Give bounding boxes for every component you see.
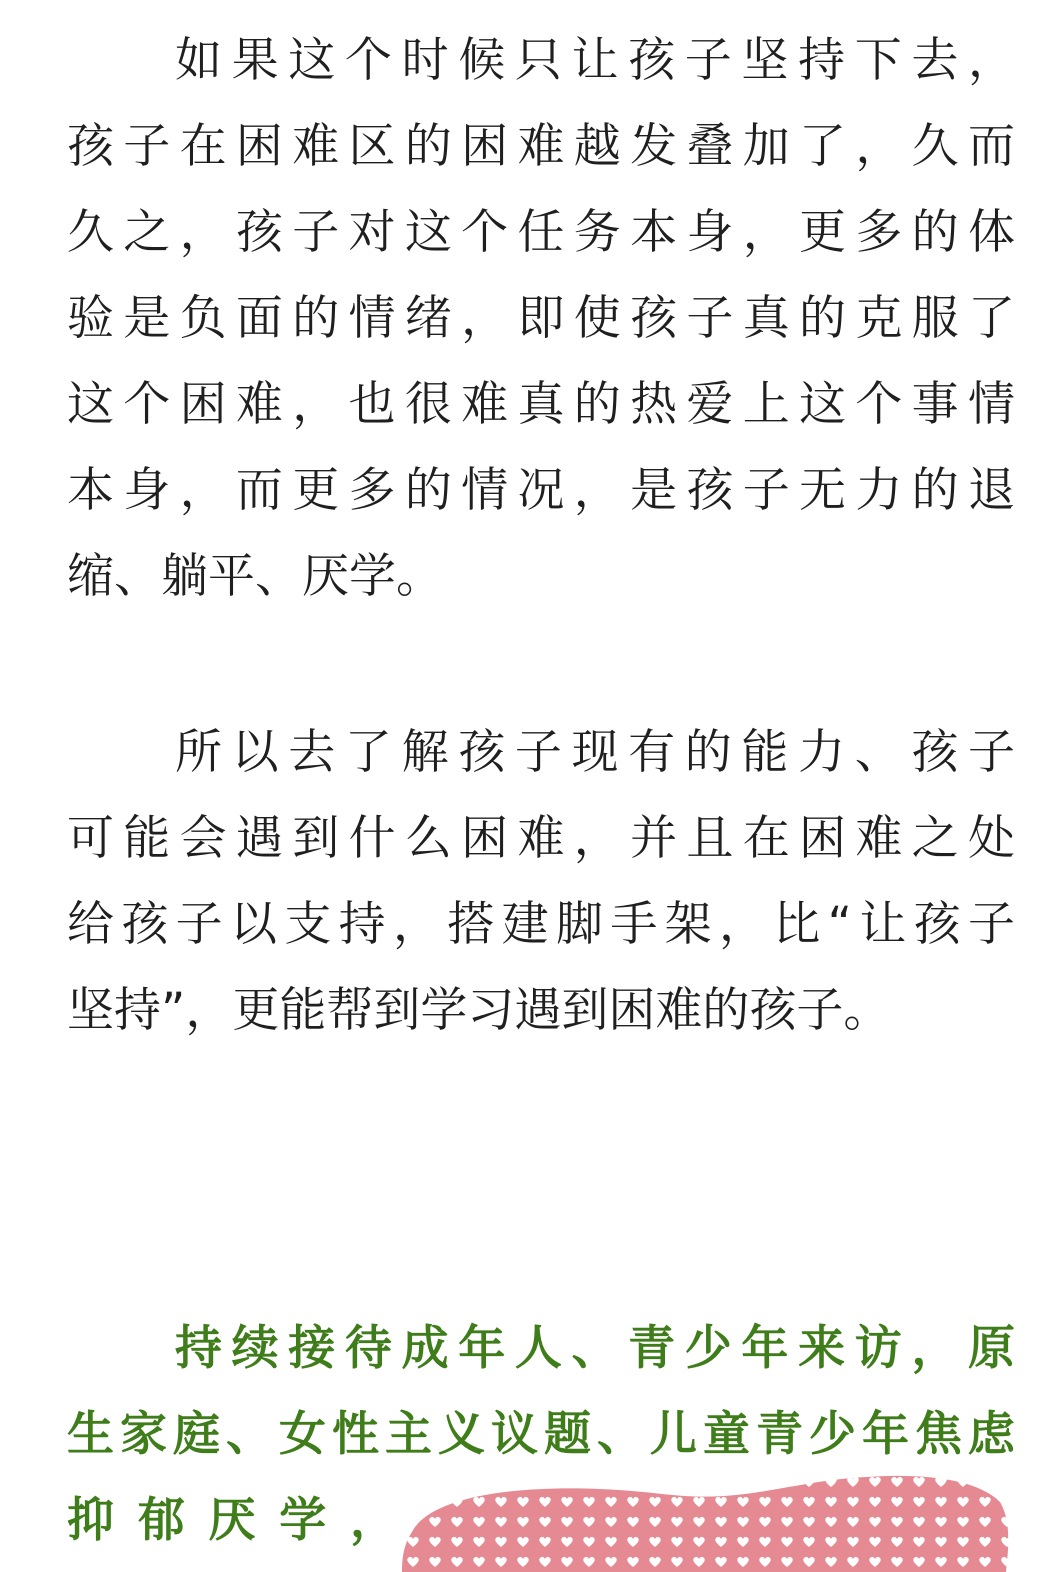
text-line: 本身，而更多的情况，是孩子无力的退	[67, 463, 1015, 518]
heart-pattern-banner	[402, 1472, 1012, 1572]
promo-line: 持续接待成年人、青少年来访，原	[175, 1321, 1015, 1376]
promo-line: 抑 郁 厌 学 ，	[67, 1493, 397, 1548]
text-line: 缩、躺平、厌学。	[67, 549, 443, 604]
text-line: 可能会遇到什么困难，并且在困难之处	[67, 811, 1015, 866]
heart-banner-shape	[402, 1476, 1008, 1572]
text-line: 这个困难，也很难真的热爱上这个事情	[67, 377, 1015, 432]
text-line: 坚持”，更能帮到学习遇到困难的孩子。	[67, 983, 891, 1038]
text-line: 验是负面的情绪，即使孩子真的克服了	[67, 291, 1015, 346]
text-line: 久之，孩子对这个任务本身，更多的体	[67, 205, 1015, 260]
text-line: 如果这个时候只让孩子坚持下去，	[175, 33, 1015, 88]
text-line: 孩子在困难区的困难越发叠加了，久而	[67, 119, 1015, 174]
promo-line: 生家庭、女性主义议题、儿童青少年焦虑	[67, 1407, 1015, 1462]
text-line: 给孩子以支持，搭建脚手架，比“让孩子	[67, 897, 1015, 952]
text-line: 所以去了解孩子现有的能力、孩子	[175, 725, 1015, 780]
